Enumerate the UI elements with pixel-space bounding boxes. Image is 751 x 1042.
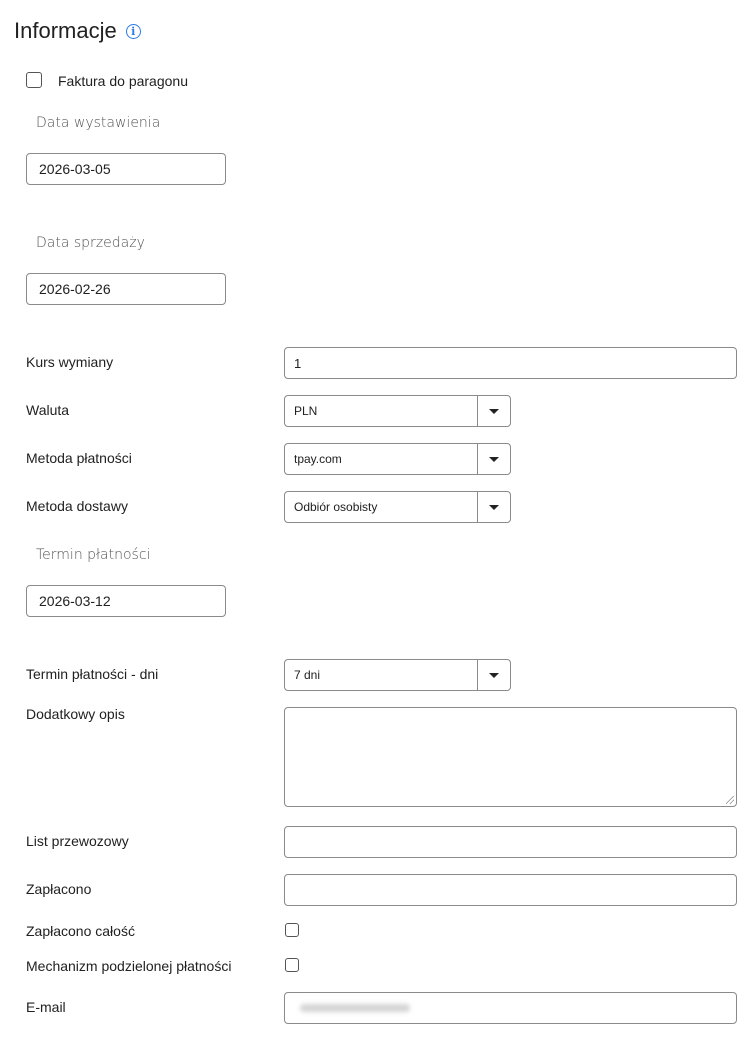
currency-select[interactable]	[284, 395, 511, 427]
email-input[interactable]	[284, 992, 737, 1024]
paid-label: Zapłacono	[26, 881, 92, 897]
payment-due-days-select[interactable]	[284, 659, 511, 691]
delivery-method-value: Odbiór osobisty	[294, 500, 378, 514]
sale-date-value: 2026-02-26	[39, 281, 111, 297]
currency-value: PLN	[294, 404, 318, 418]
issue-date-value: 2026-03-05	[39, 161, 111, 177]
issue-date-input[interactable]	[26, 153, 226, 185]
chevron-down-icon	[489, 505, 499, 510]
blurred-email-value	[300, 1004, 410, 1012]
payment-method-select[interactable]	[284, 443, 511, 475]
issue-date-label: Data wystawienia	[36, 115, 161, 131]
sale-date-label: Data sprzedaży	[36, 235, 145, 251]
paid-input[interactable]	[284, 874, 737, 906]
payment-due-days-value: 7 dni	[294, 668, 321, 682]
split-payment-checkbox[interactable]	[285, 958, 299, 972]
payment-due-value: 2026-03-12	[39, 593, 111, 609]
chevron-down-icon	[489, 673, 499, 678]
exchange-rate-value: 1	[294, 355, 302, 371]
waybill-input[interactable]	[284, 826, 737, 858]
info-icon[interactable]: i	[126, 24, 141, 39]
delivery-method-select[interactable]	[284, 491, 511, 523]
additional-description-label: Dodatkowy opis	[26, 706, 125, 722]
delivery-method-label: Metoda dostawy	[26, 498, 128, 514]
page-title: Informacje	[14, 18, 117, 43]
chevron-down-icon	[489, 457, 499, 462]
resize-grip-icon[interactable]	[726, 796, 734, 804]
payment-due-days-dropdown-button[interactable]	[477, 660, 510, 690]
payment-method-dropdown-button[interactable]	[477, 444, 510, 474]
additional-description-textarea[interactable]	[284, 707, 737, 807]
currency-label: Waluta	[26, 402, 70, 418]
sale-date-input[interactable]	[26, 273, 226, 305]
payment-due-input[interactable]	[26, 585, 226, 617]
invoice-for-receipt-label: Faktura do paragonu	[58, 73, 188, 89]
payment-method-label: Metoda płatności	[26, 450, 132, 466]
paid-in-full-checkbox[interactable]	[285, 923, 299, 937]
payment-method-value: tpay.com	[294, 452, 342, 466]
delivery-method-dropdown-button[interactable]	[477, 492, 510, 522]
email-label: E-mail	[26, 999, 66, 1015]
payment-due-label: Termin płatności	[36, 547, 151, 563]
exchange-rate-input[interactable]	[284, 347, 737, 379]
paid-in-full-label: Zapłacono całość	[26, 923, 135, 939]
exchange-rate-label: Kurs wymiany	[26, 354, 114, 370]
invoice-for-receipt-checkbox[interactable]	[26, 72, 42, 88]
currency-dropdown-button[interactable]	[477, 396, 510, 426]
section-header	[14, 18, 141, 44]
payment-due-days-label: Termin płatności - dni	[26, 666, 159, 682]
chevron-down-icon	[489, 409, 499, 414]
waybill-label: List przewozowy	[26, 833, 129, 849]
split-payment-label: Mechanizm podzielonej płatności	[26, 958, 232, 974]
